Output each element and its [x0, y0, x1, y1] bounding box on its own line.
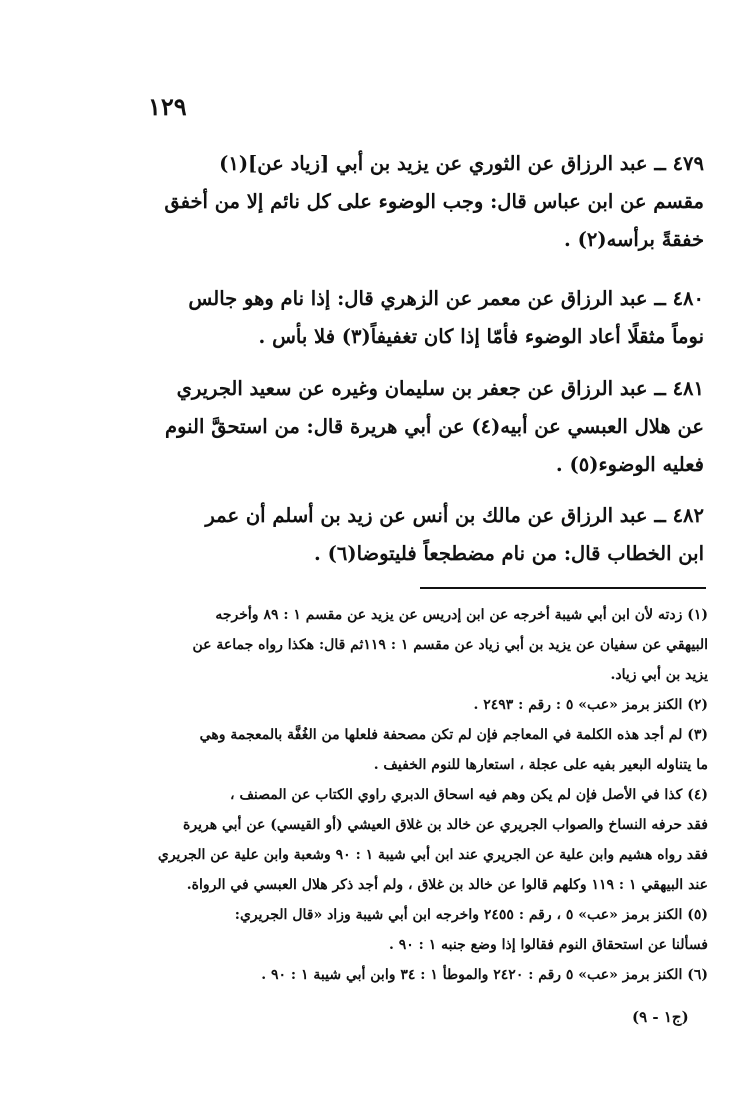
footnote-line: ما يتناوله البعير بفيه على عجلة ، استعارها للنوم الخفيف .: [373, 757, 708, 773]
footnote-line: (٣) لم أجد هذه الكلمة في المعاجم فإن لم تكن مصحفة فلعلها من الغُفَّة بالمعجمة وهي: [199, 727, 708, 743]
hadith-line: فعليه الوضوء(٥) .: [555, 453, 704, 476]
hadith-line: ٤٧٩ ــ عبد الرزاق عن الثوري عن يزيد بن أبي [زياد عن](١): [219, 152, 704, 175]
hadith-line: ابن الخطاب قال: من نام مضطجعاً فليتوضا(٦) .: [314, 542, 704, 565]
footnote-line: يزيد بن أبي زياد.: [610, 667, 708, 683]
hadith-line: ٤٨٠ ــ عبد الرزاق عن معمر عن الزهري قال: إذا نام وهو جالس: [188, 287, 704, 310]
hadith-line: ٤٨٢ ــ عبد الرزاق عن مالك بن أنس عن زيد بن أسلم أن عمر: [205, 504, 704, 527]
hadith-line: خفقةً برأسه(٢) .: [564, 228, 704, 251]
hadith-line: ٤٨١ ــ عبد الرزاق عن جعفر بن سليمان وغيره عن سعيد الجريري: [176, 377, 704, 400]
hadith-482: [156, 497, 704, 573]
hadith-line: نوماً مثقلًا أعاد الوضوء فأمّا إذا كان تغفيفاً(٣) فلا بأس .: [258, 325, 704, 348]
footnote-line: (٤) كذا في الأصل فإن لم يكن وهم فيه اسحاق الدبري راوي الكتاب عن المصنف ،: [230, 787, 708, 803]
hadith-line: عن هلال العبسي عن أبيه(٤) عن أبي هريرة قال: من استحقَّ النوم: [165, 415, 704, 438]
footnote-line: فسألنا عن استحقاق النوم فقالوا إذا وضع جنبه ١ : ٩٠ .: [389, 937, 708, 953]
hadith-line: مقسم عن ابن عباس قال: وجب الوضوء على كل نائم إلا من أخفق: [164, 190, 704, 213]
footnote-4: [150, 780, 708, 900]
footnote-line: (٢) الكنز برمز «عب» ٥ : رقم : ٢٤٩٣ .: [473, 697, 708, 713]
footnote-3: [150, 720, 708, 780]
footnote-6: [150, 960, 708, 990]
footnote-line: (٦) الكنز برمز «عب» ٥ رقم : ٢٤٢٠ والموطأ ١ : ٣٤ وابن أبي شيبة ١ : ٩٠ .: [261, 967, 708, 983]
footnote-line: (١) زدته لأن ابن أبي شيبة أخرجه عن ابن إدريس عن يزيد عن مقسم ١ : ٨٩ وأخرجه: [215, 607, 708, 623]
footnote-line: عند البيهقي ١ : ١١٩ وكلهم قالوا عن خالد بن غلاق ، ولم أجد ذكر هلال العبسي في الرواة.: [186, 877, 708, 893]
footnote-divider: [420, 587, 706, 589]
hadith-480: [156, 280, 704, 356]
footnote-1: [150, 600, 708, 690]
hadith-479: [156, 145, 704, 259]
footnotes: [150, 600, 708, 990]
page-number: ١٢٩: [148, 92, 187, 121]
printer-signature: (ج١ - ٩): [632, 1008, 689, 1026]
hadith-481: [156, 370, 704, 484]
footnote-line: فقد حرفه النساخ والصواب الجريري عن خالد بن غلاق العيشي (أو القيسي) عن أبي هريرة: [183, 817, 708, 833]
footnote-5: [150, 900, 708, 960]
footnote-line: فقد رواه هشيم وابن علية عن الجريري عند ابن أبي شيبة ١ : ٩٠ وشعبة وابن علية عن الجريري: [157, 847, 708, 863]
footnote-line: البيهقي عن سفيان عن يزيد بن أبي زياد عن مقسم ١ : ١١٩ثم قال: هكذا رواه جماعة عن: [192, 637, 708, 653]
footnote-line: (٥) الكنز برمز «عب» ٥ ، رقم : ٢٤٥٥ واخرجه ابن أبي شيبة وزاد «قال الجريري:: [234, 907, 708, 923]
footnote-2: [150, 690, 708, 720]
